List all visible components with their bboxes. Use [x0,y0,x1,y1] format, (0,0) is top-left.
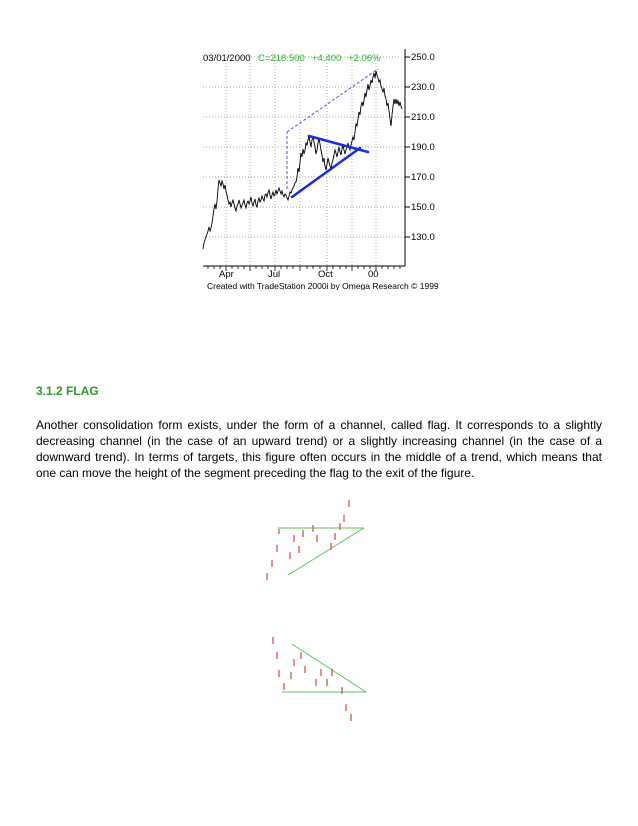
price-chart [200,44,440,290]
chart-credit: Created with TradeStation 2000i by Omega Research © 1999 [207,281,439,290]
flag-lines [282,644,366,692]
price-bars [273,637,351,721]
price-line [203,71,402,249]
chart-header-pct: +2.06% [348,53,381,64]
x-label: Jul [268,269,281,280]
chart-header-close: C=218.500 [258,53,305,64]
y-label: 210.0 [411,112,435,123]
x-label: Oct [318,269,333,280]
y-ticks [405,57,410,237]
y-label: 230.0 [411,82,435,93]
y-label: 130.0 [411,232,435,243]
x-label: Apr [219,269,234,280]
bullish-flag-diagram [260,495,370,590]
y-label: 150.0 [411,202,435,213]
bearish-flag-diagram [260,632,370,727]
price-bars [267,500,349,580]
flag-lines [278,528,364,575]
y-label: 250.0 [411,52,435,63]
section-paragraph: Another consolidation form exists, under the form of a channel, called flag. It corresponds to a slightly decreasing channel (in the case of an upward trend) or a slightly increasing channel (in the case of a downward trend). In terms of targets, this figure often occurs in the middle of a trend, which means that one can move the height of the segment preceding the flag to the exit of the figure. [36,418,602,480]
chart-header-change: +4.400 [312,53,342,64]
section-title: 3.1.2 FLAG [36,384,99,398]
chart-header-date: 03/01/2000 [203,53,251,64]
x-label: 00 [368,269,379,280]
y-label: 170.0 [411,172,435,183]
y-label: 190.0 [411,142,435,153]
chart-grid [203,54,405,266]
